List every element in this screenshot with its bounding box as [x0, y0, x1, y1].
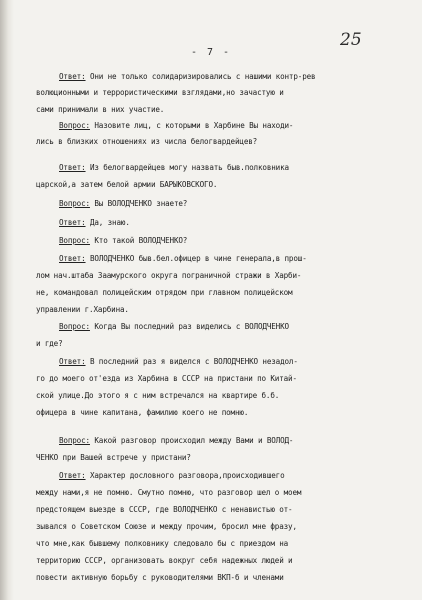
line-text: Кто такой ВОЛОДЧЕНКО?: [89, 236, 188, 245]
line-text: Какой разговор происходил между Вами и ВОЛОД-: [89, 436, 294, 445]
line-text: предстоящем выезде в СССР, где ВОЛОДЧЕНКО с ненавистью от-: [36, 505, 293, 514]
text-line: [59, 121, 293, 131]
line-text: царской,а затем белой армии БАРЫКОВСКОГО.: [36, 180, 218, 189]
text-line: [36, 522, 297, 532]
text-line: [36, 453, 191, 463]
text-line: [36, 505, 292, 515]
text-line: [36, 180, 217, 190]
line-label: Ответ:: [59, 254, 86, 263]
text-line: [36, 137, 257, 147]
line-label: Вопрос:: [59, 322, 90, 331]
line-label: Ответ:: [59, 163, 86, 172]
line-text: Из белогвардейцев могу назвать быв.полковника: [85, 163, 289, 172]
line-text: территорию СССР, организовать вокруг себя надежных людей и: [36, 556, 293, 565]
text-line: [59, 72, 315, 82]
line-text: В последний раз я виделся с ВОЛОДЧЕНКО незадол-: [85, 357, 298, 366]
line-text: повести активную борьбу с руководителями ВКП-б и членами: [36, 573, 284, 582]
text-line: [59, 357, 298, 367]
line-text: и где?: [36, 339, 63, 348]
line-text: лись в близких отношениях из числа белогвардейцев?: [36, 137, 258, 146]
line-text: Назовите лиц, с которыми в Харбине Вы находи-: [89, 121, 294, 130]
text-line: [59, 254, 307, 264]
line-label: Ответ:: [59, 72, 86, 81]
text-line: [36, 88, 284, 98]
text-line: [59, 471, 285, 481]
line-text: Да, знаю.: [85, 218, 130, 227]
text-line: [36, 539, 288, 549]
line-text: зывался о Советском Союзе и между прочим, бросил мне фразу,: [36, 522, 297, 531]
line-text: сами принимали в них участие.: [36, 105, 165, 114]
line-text: между нами,я не помню. Смутно помню, что разговор шел о моем: [36, 488, 302, 497]
text-line: [36, 391, 279, 401]
text-line: [36, 408, 248, 418]
line-text: волюционными и террористическими взглядами,но зачастую и: [36, 88, 284, 97]
text-line: [59, 163, 289, 173]
line-text: го до моего от'езда из Харбина в СССР на пристани по Китай-: [36, 374, 297, 383]
text-line: [59, 436, 293, 446]
line-label: Ответ:: [59, 471, 86, 480]
text-line: [36, 271, 301, 281]
text-line: [36, 488, 301, 498]
text-line: [59, 199, 187, 209]
page-number: - 7 -: [190, 47, 232, 58]
text-line: [36, 339, 63, 349]
line-text: Когда Вы последний раз виделись с ВОЛОДЧЕНКО: [89, 322, 289, 331]
text-line: [36, 305, 129, 315]
text-line: [36, 288, 292, 298]
binder-edge: [0, 0, 14, 600]
line-text: ВОЛОДЧЕНКО быв.бел.офицер в чине генерала,в прош-: [85, 254, 307, 263]
line-text: Характер дословного разговора,происходившего: [85, 471, 285, 480]
text-line: [59, 322, 289, 332]
line-text: ЧЕНКО при Вашей встрече у пристани?: [36, 453, 191, 462]
text-line: [36, 556, 292, 566]
line-text: управлении г.Харбина.: [36, 305, 129, 314]
line-label: Вопрос:: [59, 436, 90, 445]
archive-page-number: 25: [340, 30, 362, 50]
line-label: Ответ:: [59, 218, 86, 227]
text-line: [36, 105, 164, 115]
line-text: офицера в чине капитана, фамилию коего не помню.: [36, 408, 249, 417]
text-line: [59, 218, 130, 228]
line-text: Вы ВОЛОДЧЕНКО знаете?: [89, 199, 188, 208]
line-label: Вопрос:: [59, 121, 90, 130]
line-text: лом нач.штаба Заамурского округа пограничной стражи в Харби-: [36, 271, 302, 280]
line-text: ской улице.До этого я с ним встречался на квартире б.б.: [36, 391, 280, 400]
text-line: [59, 236, 187, 246]
line-label: Ответ:: [59, 357, 86, 366]
line-label: Вопрос:: [59, 199, 90, 208]
text-line: [36, 374, 297, 384]
text-line: [36, 573, 284, 583]
line-text: Они не только солидаризировались с нашими контр-рев: [85, 72, 316, 81]
line-label: Вопрос:: [59, 236, 90, 245]
line-text: не, командовал полицейским отрядом при главном полицейском: [36, 288, 293, 297]
line-text: что мне,как бывшему полковнику следовало бы с приездом на: [36, 539, 289, 548]
